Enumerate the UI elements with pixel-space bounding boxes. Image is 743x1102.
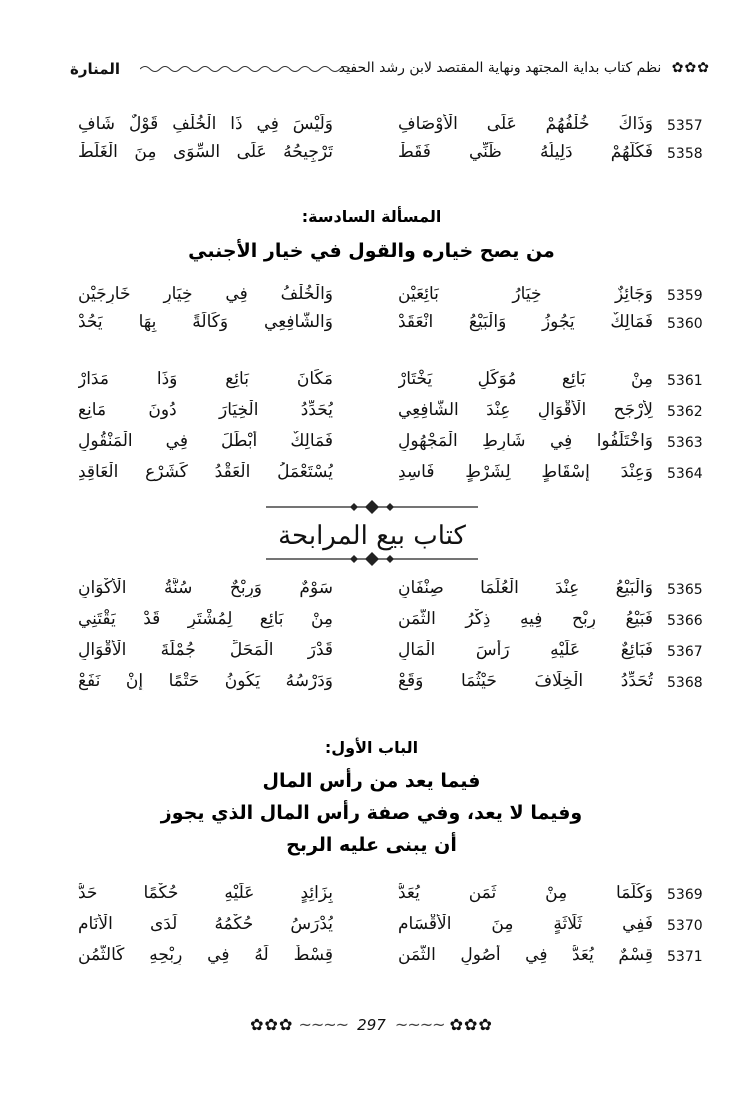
- verse-number: 5357: [667, 118, 703, 134]
- verse-second-hemistich: مِنْ بَائِعٍ لِمُشْتَرٍ قَدْ يَقْتَنِي: [78, 609, 333, 629]
- verse-first-hemistich: فَكُلُّهُمْ دَلِيلُهُ ظَنِّي فَقَطْ: [398, 142, 653, 162]
- verse-line: [0, 640, 743, 671]
- verse-second-hemistich: قَدْرَ الْمَحَلِّ جُمْلَةَ الْأَقْوَالِ: [78, 640, 333, 660]
- verse-second-hemistich: مَكَانَ بَائِعٍ وَذَا مَدَارْ: [78, 369, 333, 389]
- verse-number: 5368: [667, 675, 703, 691]
- verse-group: [0, 284, 743, 340]
- footer-wave: ~~~~: [394, 1015, 445, 1034]
- verse-first-hemistich: قِسْمٌ يُعَدُّ فِي أُصُولِ الثَّمَنِ: [398, 945, 653, 965]
- verse-line: [0, 312, 743, 340]
- verse-first-hemistich: وَجَائِزٌ خِيَارُ بَائِعَيْنِ: [398, 284, 653, 304]
- verse-line: [0, 578, 743, 609]
- verse-first-hemistich: فَبَيْعُ رِبْحٍ فِيهِ ذِكْرُ الثَّمَنِ: [398, 609, 653, 629]
- verse-number: 5370: [667, 918, 703, 934]
- verse-second-hemistich: يُحَدِّدُ الْخِيَارَ دُونَ مَانِعِ: [78, 400, 333, 420]
- section-subheading: من يصح خياره والقول في خيار الأجنبي: [188, 240, 555, 262]
- verse-group: [0, 578, 743, 702]
- verse-second-hemistich: سَوْمٌ وَرِبْحٌ سُنَّةُ الْأَكْوَانِ: [78, 578, 333, 598]
- verse-number: 5360: [667, 316, 703, 332]
- verse-second-hemistich: وَالْخُلْفُ فِي خِيَارِ خَارِجَيْنِ: [78, 284, 333, 304]
- verse-number: 5365: [667, 582, 703, 598]
- verse-second-hemistich: وَدَرْسُهُ يَكُونُ حَتْمًا إِنْ نَفَعْ: [78, 671, 333, 691]
- verse-number: 5358: [667, 146, 703, 162]
- verse-line: [0, 142, 743, 170]
- verse-line: [0, 945, 743, 976]
- verse-number: 5366: [667, 613, 703, 629]
- verse-group: [0, 883, 743, 976]
- page-number: 297: [357, 1016, 386, 1034]
- verse-second-hemistich: قِسْطٌ لَهُ فِي رِبْحِهِ كَالثُّمُنِ: [78, 945, 333, 965]
- header-left-title: المنارة: [70, 60, 121, 78]
- verse-first-hemistich: لِأَرْجَحِ الْأَقْوَالِ عِنْدَ الشَّافِعِي: [398, 400, 653, 420]
- verse-first-hemistich: فَفِي ثَلَاثَةٍ مِنَ الْأَقْسَامِ: [398, 914, 653, 934]
- verse-group: [0, 369, 743, 493]
- verse-line: [0, 114, 743, 142]
- verse-line: [0, 609, 743, 640]
- verse-first-hemistich: تُحَدِّدُ الْخِلَافَ حَيْثُمَا وَقَعْ: [398, 671, 653, 691]
- verse-first-hemistich: وَعِنْدَ إِسْقَاطٍ لِشَرْطٍ فَاسِدِ: [398, 462, 653, 482]
- header-right-title: [339, 60, 710, 76]
- verse-line: [0, 369, 743, 400]
- verse-first-hemistich: فَبَائِعٌ عَلَيْهِ رَأْسَ الْمَالِ: [398, 640, 653, 660]
- verse-group: [0, 114, 743, 170]
- verse-line: [0, 883, 743, 914]
- verse-second-hemistich: تَرْجِيحُهُ عَلَى السِّوَى مِنَ الْغَلَطْ: [78, 142, 333, 162]
- page-footer: [0, 1015, 743, 1045]
- header-ornament: ✿✿✿: [671, 60, 710, 76]
- verse-second-hemistich: وَالشَّافِعِي وَكَالَةً بِهَا يَحُدْ: [78, 312, 333, 332]
- verse-line: [0, 914, 743, 945]
- section-subheading: أن يبنى عليه الربح: [286, 834, 457, 856]
- verse-line: [0, 431, 743, 462]
- verse-number: 5367: [667, 644, 703, 660]
- section-heading: الباب الأول:: [324, 738, 419, 757]
- verse-number: 5363: [667, 435, 703, 451]
- verse-first-hemistich: فَمَالِكٌ يَجُوزُ وَالْبَيْعُ انْعَقَدْ: [398, 312, 653, 332]
- verse-line: [0, 462, 743, 493]
- verse-number: 5371: [667, 949, 703, 965]
- page-header: [70, 58, 710, 88]
- verse-number: 5364: [667, 466, 703, 482]
- verse-second-hemistich: وَلَيْسَ فِي ذَا الْخُلْفِ قَوْلٌ شَافِ: [78, 114, 333, 134]
- verse-number: 5359: [667, 288, 703, 304]
- verse-first-hemistich: مِنْ بَائِعٍ مُوَكِّلٍ يَخْتَارْ: [398, 369, 653, 389]
- chapter-title-box: [256, 497, 488, 569]
- footer-ornament-left: ✿✿✿: [250, 1015, 294, 1034]
- header-book-title: نظم كتاب بداية المجتهد ونهاية المقتصد لابن رشد الحفيد: [338, 60, 662, 76]
- footer-ornament-right: ✿✿✿: [449, 1015, 493, 1034]
- footer-wave: ~~~~: [298, 1015, 349, 1034]
- verse-number: 5361: [667, 373, 703, 389]
- section-subheading: وفيما لا يعد، وفي صفة رأس المال الذي يجوز: [160, 802, 583, 824]
- verse-line: [0, 400, 743, 431]
- verse-first-hemistich: وَذَاكَ خُلْفُهُمْ عَلَى الْأَوْصَافِ: [398, 114, 653, 134]
- verse-number: 5362: [667, 404, 703, 420]
- verse-first-hemistich: وَاخْتَلَفُوا فِي شَارِطِ الْمَجْهُولِ: [398, 431, 653, 451]
- chapter-title: كتاب بيع المرابحة: [278, 521, 466, 551]
- verse-first-hemistich: وَكُلُّمَا مِنْ ثَمَنٍ يُعَدُّ: [398, 883, 653, 903]
- verse-second-hemistich: يُدْرَسُ حُكْمُهُ لَدَى الْأَنَامِ: [78, 914, 333, 934]
- verse-line: [0, 284, 743, 312]
- verse-number: 5369: [667, 887, 703, 903]
- section-heading: المسألة السادسة:: [301, 207, 442, 226]
- verse-first-hemistich: وَالْبَيْعُ عِنْدَ الْعُلَمَا صِنْفَانِ: [398, 578, 653, 598]
- verse-second-hemistich: يُسْتَعْمَلُ الْعَقْدُ كَشَرْعِ الْعَاقِدِ: [78, 462, 333, 482]
- verse-second-hemistich: فَمَالِكٌ أَبْطَلَ فِي الْمَنْقُولِ: [78, 431, 333, 451]
- header-wave-line: [140, 62, 350, 76]
- verse-second-hemistich: بِزَائِدٍ عَلَيْهِ حُكْمًا حَدُّ: [78, 883, 333, 903]
- verse-line: [0, 671, 743, 702]
- section-subheading: فيما يعد من رأس المال: [262, 770, 481, 792]
